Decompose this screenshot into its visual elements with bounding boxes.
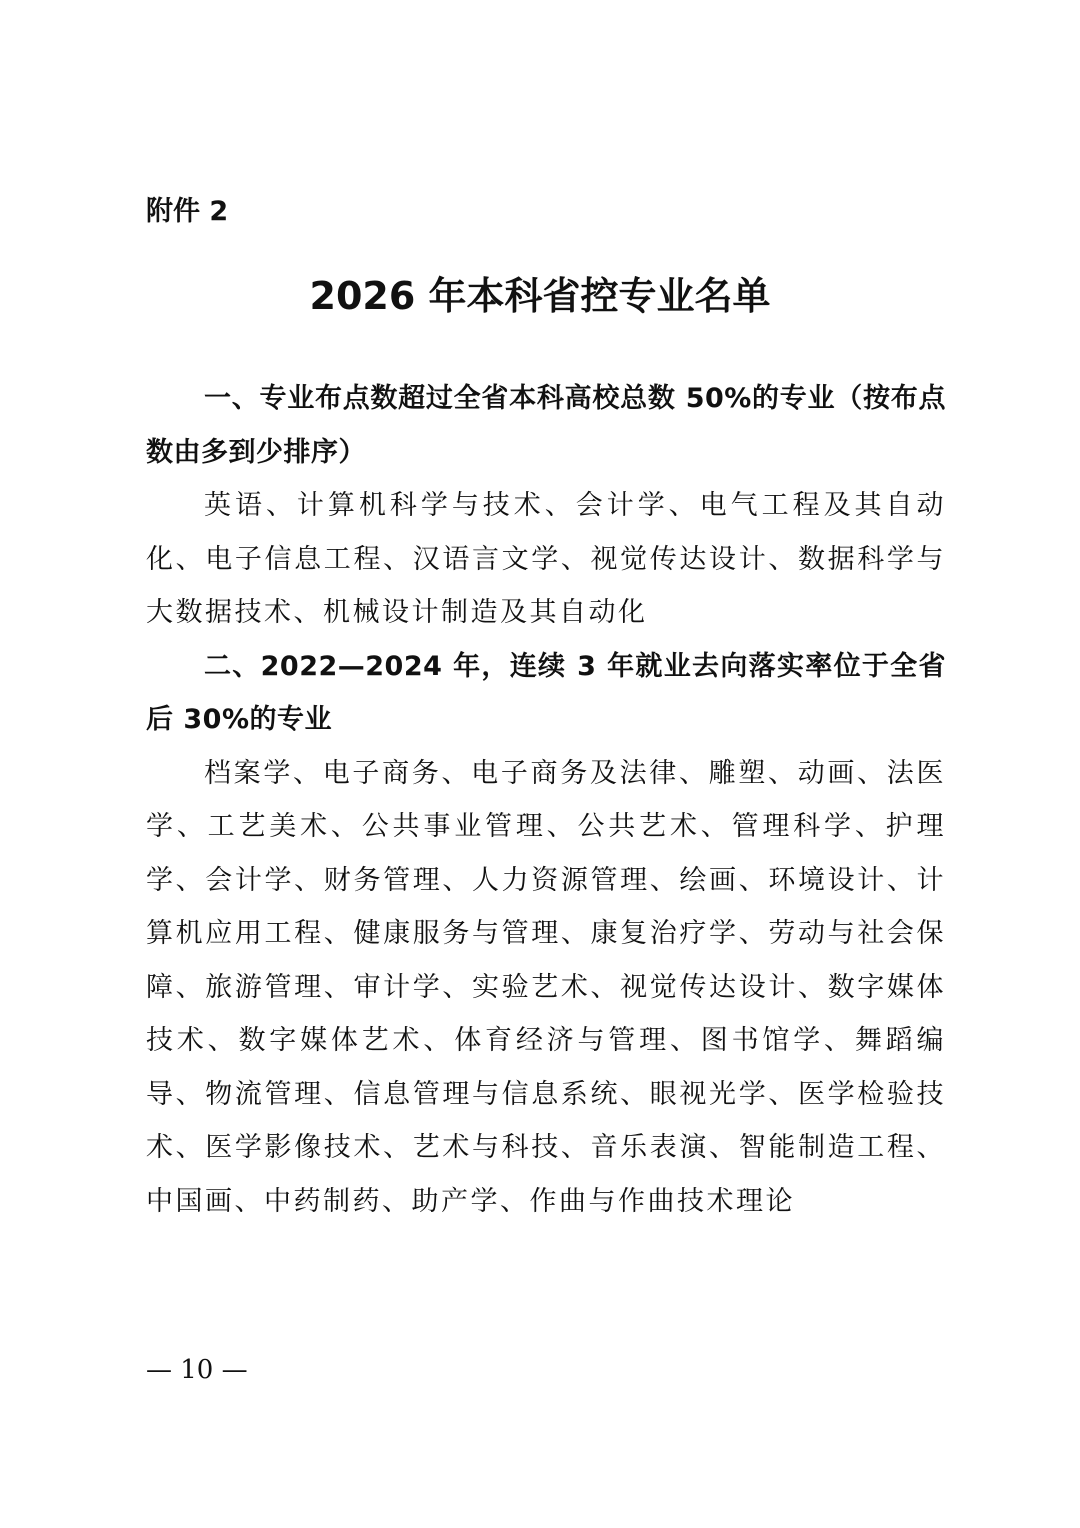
- attachment-label: 附件 2: [146, 196, 229, 227]
- section-2-content: 档案学、电子商务、电子商务及法律、雕塑、动画、法医学、工艺美术、公共事业管理、公共艺术、管理科学、护理学、会计学、财务管理、人力资源管理、绘画、环境设计、计算机应用工程、健康服务与管理、康复治疗学、劳动与社会保障、旅游管理、审计学、实验艺术、视觉传达设计、数字媒体技术、数字媒体艺术、体育经济与管理、图书馆学、舞蹈编导、物流管理、信息管理与信息系统、眼视光学、医学检验技术、医学影像技术、艺术与科技、音乐表演、智能制造工程、中国画、中药制药、助产学、作曲与作曲技术理论: [146, 757, 946, 1217]
- section-2-heading: 二、2022—2024 年，连续 3 年就业去向落实率位于全省后 30%的专业: [146, 650, 946, 735]
- document-body: [146, 372, 946, 1228]
- page-number: — 10 —: [146, 1355, 248, 1385]
- section-1-content: 英语、计算机科学与技术、会计学、电气工程及其自动化、电子信息工程、汉语言文学、视觉传达设计、数据科学与大数据技术、机械设计制造及其自动化: [146, 490, 946, 628]
- document-title: 2026 年本科省控专业名单: [309, 274, 771, 318]
- section-1-heading: 一、专业布点数超过全省本科高校总数 50%的专业（按布点数由多到少排序）: [146, 383, 946, 468]
